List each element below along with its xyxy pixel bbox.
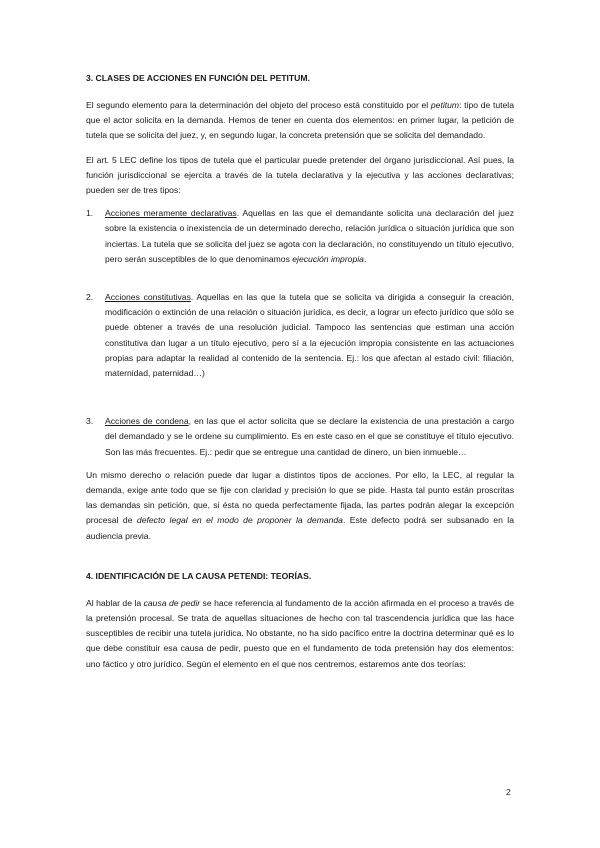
page-number: 2: [506, 787, 511, 797]
text-run: , en las que el actor solicita que se declare la existencia de una prestación a cargo del demandado y se le ordene su cumplimiento. Es en este caso en el que se constituye el título ejecutivo. Son las más frecuentes. Ej.: pedir que se entregue una cantidad de dinero, un bien inmueble…: [105, 416, 514, 457]
section-4-heading: 4. IDENTIFICACIÓN DE LA CAUSA PETENDI: TEORÍAS.: [86, 570, 312, 581]
list-item-term: Acciones de condena: [105, 416, 189, 427]
text-run: Al hablar de la: [86, 597, 144, 608]
list-item-text: [105, 290, 514, 381]
text-run: .: [363, 253, 367, 264]
list-item-term: Acciones meramente declarativas: [105, 208, 237, 219]
italic-term: causa de pedir: [143, 597, 201, 608]
text-run: : tipo de tutela que el actor solicita en la demanda. Hemos de tener en cuenta dos elementos: en primer lugar, la petición de tutela que se solicita del juez, y, en segundo lugar, la concreta pretensión que se solicita del demandado.: [86, 100, 514, 141]
italic-term: defecto legal en el modo de proponer la demanda: [136, 515, 343, 526]
text-run: Un mismo derecho o relación puede dar lugar a distintos tipos de acciones. Por ello, la LEC, al regular la demanda, exige ante todo que se fije con claridad y precisión lo que se pide. Hasta tal punto están proscritas las demandas sin petición, que, si ésta no queda perfectamente fijada, las partes podrán alegar la excepción procesal de: [86, 469, 514, 526]
text-run: . Este defecto podrá ser subsanado en la audiencia previa.: [86, 515, 514, 541]
document-page: [86, 72, 514, 672]
list-item-text: [105, 414, 514, 460]
section-3-paragraph-2: El art. 5 LEC define los tipos de tutela que el particular puede pretender del órgano jurisdiccional. Así pues, la función jurisdiccional se ejercita a través de la tutela declarativa y la ejecutiva y las acciones declarativas; pueden ser de tres tipos:: [86, 154, 514, 196]
action-types-list: [86, 206, 514, 460]
text-run: . Aquellas en las que la tutela que se solicita va dirigida a conseguir la creación, modificación o extinción de una relación o situación jurídica, es decir, a lograr un efecto jurídico que sólo se puede obtener a través de una resolución judicial. Tampoco las sentencias que estiman una acción constitutiva dan lugar a un título ejecutivo, pero sí a la ejecución impropia consistente en las actuaciones propias para adaptar la realidad al contenido de la sentencia. Ej.: los que afectan al estado civil: filiación, maternidad, paternidad…): [105, 292, 515, 379]
list-item: [86, 290, 514, 381]
text-run: El segundo elemento para la determinación del objeto del proceso está constituido por el: [86, 100, 431, 110]
list-number: 1.: [86, 208, 94, 219]
italic-term: ejecución impropia: [292, 253, 364, 264]
list-item: [86, 414, 514, 460]
section-3-paragraph-1: [86, 98, 514, 144]
petitum-term: petitum: [430, 100, 460, 110]
section-4-paragraph-1: [86, 596, 514, 672]
section-3-paragraph-3: [86, 468, 514, 544]
section-3-heading: 3. CLASES DE ACCIONES EN FUNCIÓN DEL PETITUM.: [86, 73, 310, 83]
text-run: se hace referencia al fundamento de la acción afirmada en el proceso a través de la pretensión procesal. Se trata de aquellas situaciones de hecho con tal trascendencia jurídica que las hace susceptibles de recibir una tutela jurídica. No obstante, no ha sido pacífico entre la doctrina determinar qué es lo que debe constituir esa causa de pedir, puesto que en el fundamento de toda pretensión hay dos elementos: uno fáctico y otro jurídico. Según el elemento en el que nos centremos, estaremos ante dos teorías:: [86, 597, 514, 669]
list-item-text: [105, 206, 514, 267]
text-run: . Aquellas en las que el demandante solicita una declaración del juez sobre la existencia o inexistencia de un determinado derecho, relación jurídica o situación jurídica que son inciertas. La tutela que se solicita del juez se agota con la declaración, no constituyendo un título ejecutivo, pero serán susceptibles de lo que denominamos: [105, 208, 514, 264]
list-number: 2.: [86, 292, 94, 303]
list-item-term: Acciones constitutivas: [105, 292, 191, 303]
list-item: [86, 206, 514, 267]
list-number: 3.: [86, 416, 94, 427]
